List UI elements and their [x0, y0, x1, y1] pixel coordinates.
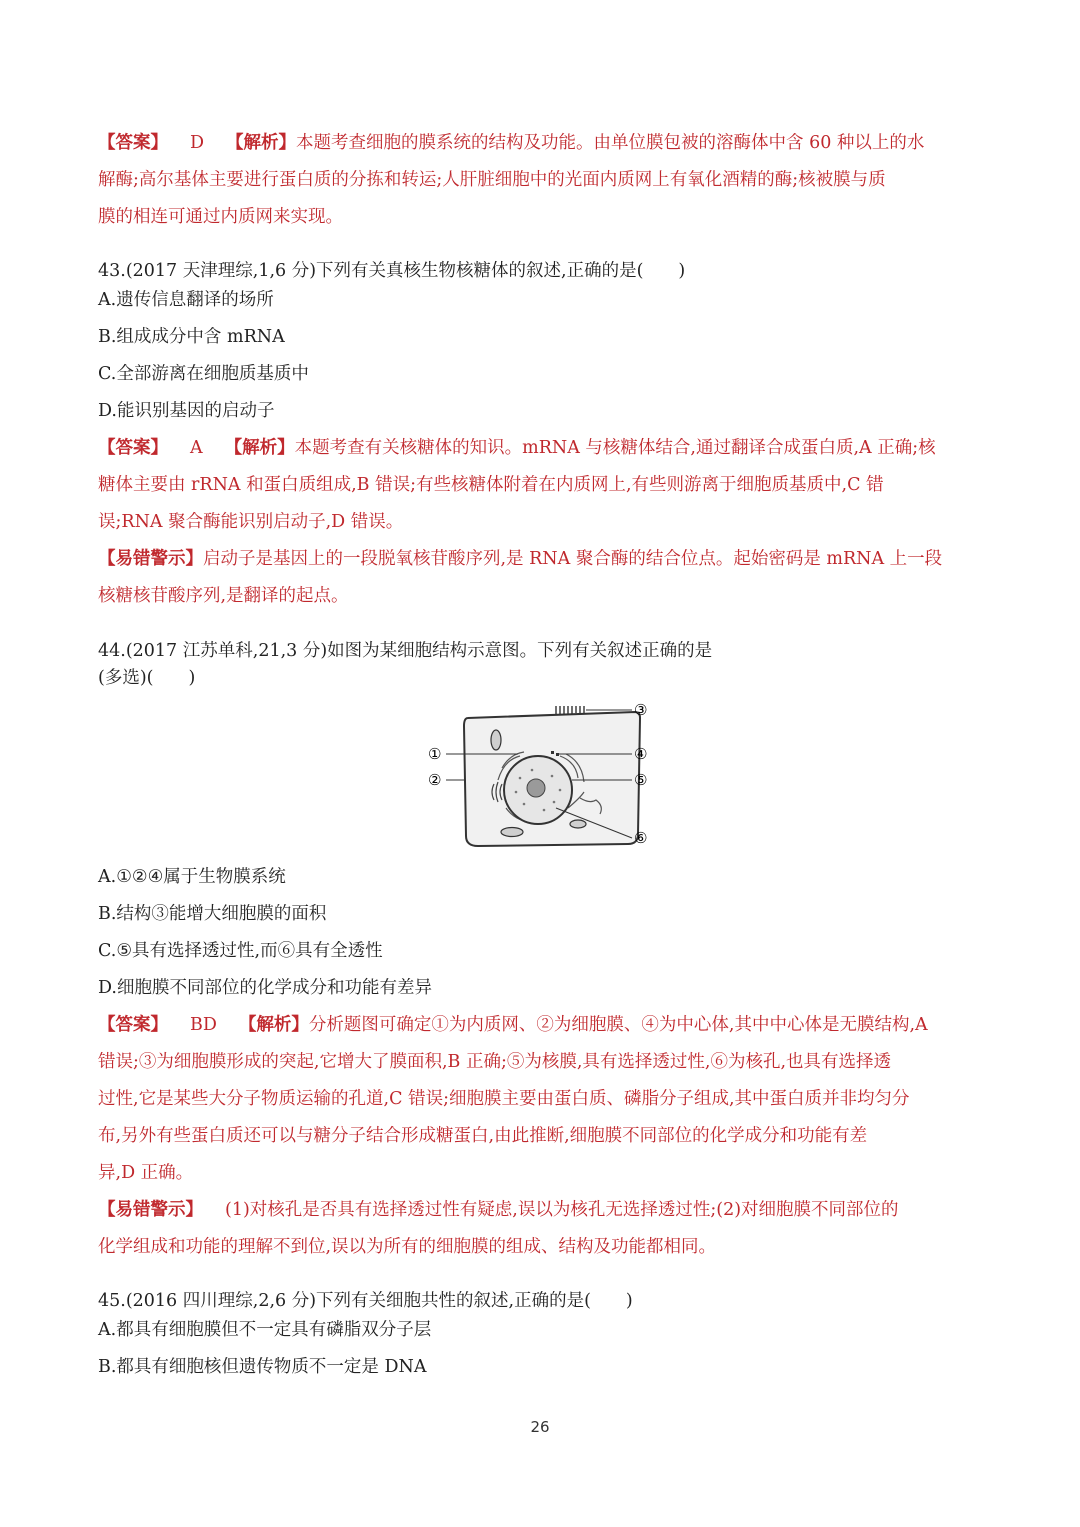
q44-option-c: C.⑤具有选择透过性,而⑥具有全透性 [98, 941, 383, 961]
cell-structure-diagram [420, 696, 660, 852]
q44-option-d: D.细胞膜不同部位的化学成分和功能有差异 [98, 978, 432, 998]
q43-stem: 43.(2017 天津理综,1,6 分)下列有关真核生物核糖体的叙述,正确的是( ) [98, 261, 686, 281]
q44-warning-line-2: 化学组成和功能的理解不到位,误以为所有的细胞膜的组成、结构及功能都相同。 [98, 1237, 717, 1257]
q43-warning-line-2: 核糖核苷酸序列,是翻译的起点。 [98, 586, 349, 606]
analysis-text: 本题考查有关核糖体的知识。mRNA 与核糖体结合,通过翻译合成蛋白质,A 正确;核 [294, 438, 936, 458]
q43-option-d: D.能识别基因的启动子 [98, 401, 275, 421]
q43-option-b: B.组成成分中含 mRNA [98, 327, 285, 347]
q42-analysis-line-2: 解酶;高尔基体主要进行蛋白质的分拣和转运;人肝脏细胞中的光面内质网上有氧化酒精的酶;核被膜与质 [98, 170, 886, 190]
page-number: 26 [530, 1418, 550, 1436]
q44-analysis-line-1 [98, 1011, 988, 1039]
q44-analysis-line-4: 布,另外有些蛋白质还可以与糖分子结合形成糖蛋白,由此推断,细胞膜不同部位的化学成分和功能有差 [98, 1126, 868, 1146]
q44-option-a: A.①②④属于生物膜系统 [98, 867, 286, 887]
q44-warning-line-1 [98, 1196, 988, 1224]
q42-analysis-line-3: 膜的相连可通过内质网来实现。 [98, 207, 343, 227]
figure-label-2: ② [428, 771, 442, 789]
analysis-tag: 【解析】 [238, 1015, 309, 1035]
q43-option-c: C.全部游离在细胞质基质中 [98, 364, 309, 384]
warning-tag: 【易错警示】 [98, 549, 203, 569]
microvilli [556, 706, 584, 714]
q44-analysis-line-3: 过性,它是某些大分子物质运输的孔道,C 错误;细胞膜主要由蛋白质、磷脂分子组成,其中蛋白质并非均匀分 [98, 1089, 910, 1109]
nucleolus [527, 779, 545, 797]
answer-value: A [190, 438, 203, 458]
q45-option-a: A.都具有细胞膜但不一定具有磷脂双分子层 [98, 1320, 432, 1340]
analysis-tag: 【解析】 [226, 133, 297, 153]
figure-label-6: ⑥ [634, 829, 648, 847]
q43-option-a: A.遗传信息翻译的场所 [98, 290, 274, 310]
figure-label-5: ⑤ [634, 771, 648, 789]
answer-tag: 【答案】 [98, 438, 168, 458]
q43-warning-line-1 [98, 545, 988, 573]
q42-analysis-line-1 [98, 129, 988, 157]
q44-option-b: B.结构③能增大细胞膜的面积 [98, 904, 327, 924]
q43-analysis-line-2: 糖体主要由 rRNA 和蛋白质组成,B 错误;有些核糖体附着在内质网上,有些则游离于细胞质基质中,C 错 [98, 475, 884, 495]
answer-tag: 【答案】 [98, 1015, 168, 1035]
figure-label-4: ④ [634, 745, 648, 763]
analysis-tag: 【解析】 [224, 438, 295, 458]
analysis-text: 本题考查细胞的膜系统的结构及功能。由单位膜包被的溶酶体中含 60 种以上的水 [296, 133, 925, 153]
q44-analysis-line-5: 异,D 正确。 [98, 1163, 194, 1183]
warning-tag: 【易错警示】 [98, 1200, 203, 1220]
analysis-text: 分析题图可确定①为内质网、②为细胞膜、④为中心体,其中中心体是无膜结构,A [308, 1015, 928, 1035]
figure-label-1: ① [428, 745, 442, 763]
figure-label-3: ③ [634, 701, 648, 719]
q43-analysis-line-1 [98, 434, 988, 462]
answer-value: BD [190, 1015, 217, 1035]
warning-text: 启动子是基因上的一段脱氧核苷酸序列,是 RNA 聚合酶的结合位点。起始密码是 mRNA 上一段 [203, 549, 943, 569]
answer-tag: 【答案】 [98, 133, 168, 153]
q45-stem: 45.(2016 四川理综,2,6 分)下列有关细胞共性的叙述,正确的是( ) [98, 1291, 633, 1311]
q44-stem-line-1: 44.(2017 江苏单科,21,3 分)如图为某细胞结构示意图。下列有关叙述正确的是 [98, 641, 713, 661]
warning-text: (1)对核孔是否具有选择透过性有疑虑,误以为核孔无选择透过性;(2)对细胞膜不同部位的 [225, 1200, 899, 1220]
q45-option-b: B.都具有细胞核但遗传物质不一定是 DNA [98, 1357, 427, 1377]
q43-analysis-line-3: 误;RNA 聚合酶能识别启动子,D 错误。 [98, 512, 404, 532]
q44-stem-line-2: (多选)( ) [98, 668, 196, 688]
q44-analysis-line-2: 错误;③为细胞膜形成的突起,它增大了膜面积,B 正确;⑤为核膜,具有选择透过性,⑥为核孔,也具有选择透 [98, 1052, 892, 1072]
answer-value: D [190, 133, 205, 153]
